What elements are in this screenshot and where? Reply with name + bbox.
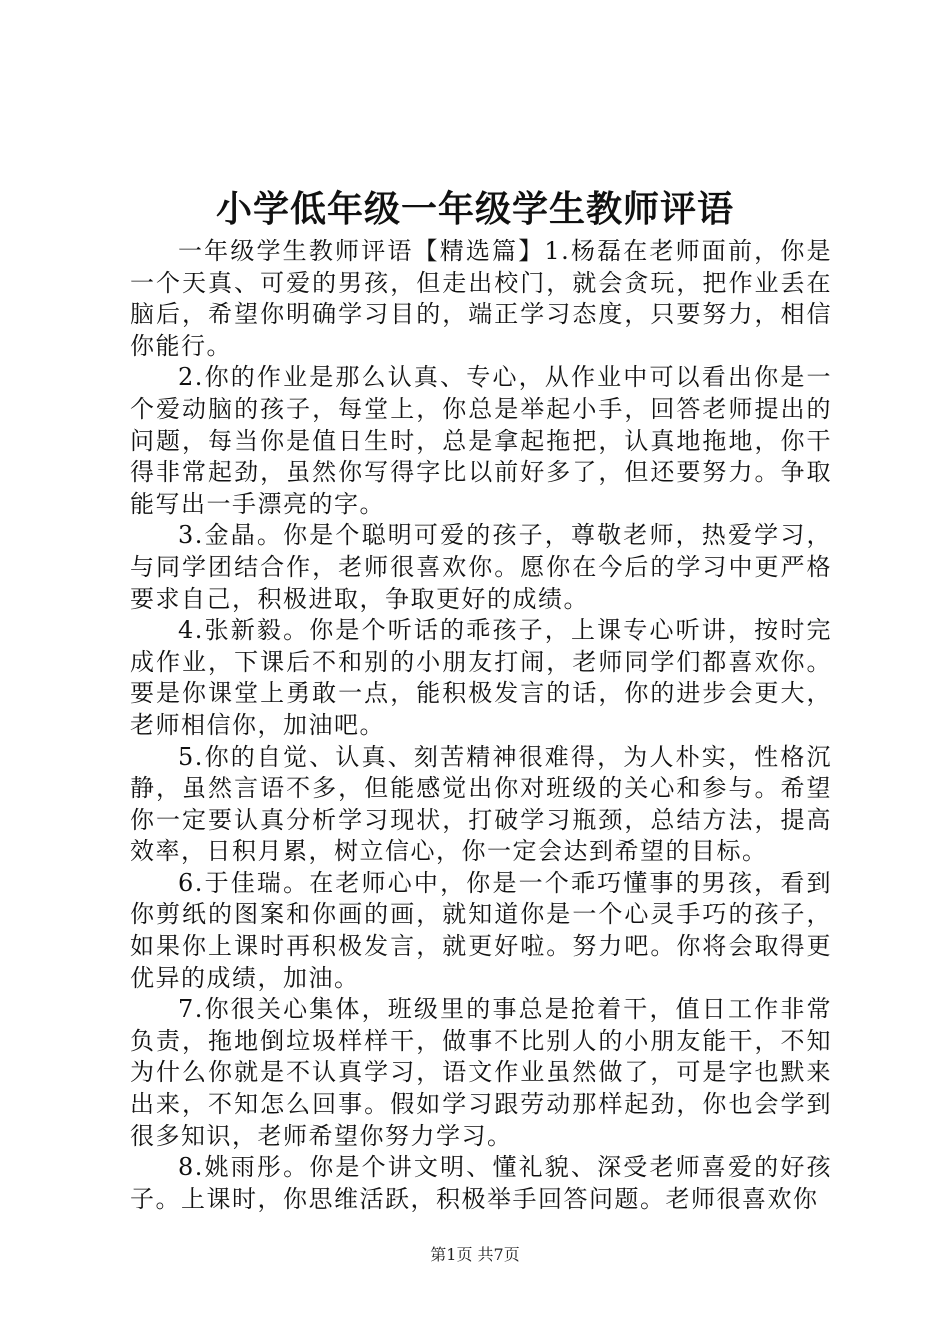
- paragraph: 8.姚雨彤。你是个讲文明、懂礼貌、深受老师喜爱的好孩子。上课时，你思维活跃，积极举手回答问题。老师很喜欢你: [130, 1153, 832, 1213]
- paragraph: 5.你的自觉、认真、刻苦精神很难得，为人朴实，性格沉静，虽然言语不多，但能感觉出你对班级的关心和参与。希望你一定要认真分析学习现状，打破学习瓶颈，总结方法，提高效率，日积月累，树立信心，你一定会达到希望的目标。: [130, 742, 832, 866]
- page-number-footer: 第1页 共7页: [430, 1245, 520, 1264]
- paragraph: 一年级学生教师评语【精选篇】1.杨磊在老师面前，你是一个天真、可爱的男孩，但走出校门，就会贪玩，把作业丢在脑后，希望你明确学习目的，端正学习态度，只要努力，相信你能行。: [130, 237, 832, 360]
- paragraph: 2.你的作业是那么认真、专心，从作业中可以看出你是一个爱动脑的孩子，每堂上，你总是举起小手，回答老师提出的问题，每当你是值日生时，总是拿起拖把，认真地拖地，你干得非常起劲，虽然你写得字比以前好多了，但还要努力。争取能写出一手漂亮的字。: [130, 363, 832, 518]
- paragraph: 6.于佳瑞。在老师心中，你是一个乖巧懂事的男孩，看到你剪纸的图案和你画的画，就知道你是一个心灵手巧的孩子，如果你上课时再积极发言，就更好啦。努力吧。你将会取得更优异的成绩，加油。: [130, 868, 832, 992]
- page-title: 小学低年级一年级学生教师评语: [215, 188, 734, 230]
- paragraph: 7.你很关心集体，班级里的事总是抢着干，值日工作非常负责，拖地倒垃圾样样干，做事不比别人的小朋友能干，不知为什么你就是不认真学习，语文作业虽然做了，可是字也默来出来，不知怎么回事。假如学习跟劳动那样起劲，你也会学到很多知识，老师希望你努力学习。: [130, 995, 832, 1150]
- paragraph: 3.金晶。你是个聪明可爱的孩子，尊敬老师，热爱学习，与同学团结合作，老师很喜欢你。愿你在今后的学习中更严格要求自己，积极进取，争取更好的成绩。: [130, 521, 832, 613]
- paragraph: 4.张新毅。你是个听话的乖孩子，上课专心听讲，按时完成作业，下课后不和别的小朋友打闹，老师同学们都喜欢你。要是你课堂上勇敢一点，能积极发言的话，你的进步会更大，老师相信你，加油吧。: [130, 616, 832, 739]
- document-body: [130, 236, 832, 1215]
